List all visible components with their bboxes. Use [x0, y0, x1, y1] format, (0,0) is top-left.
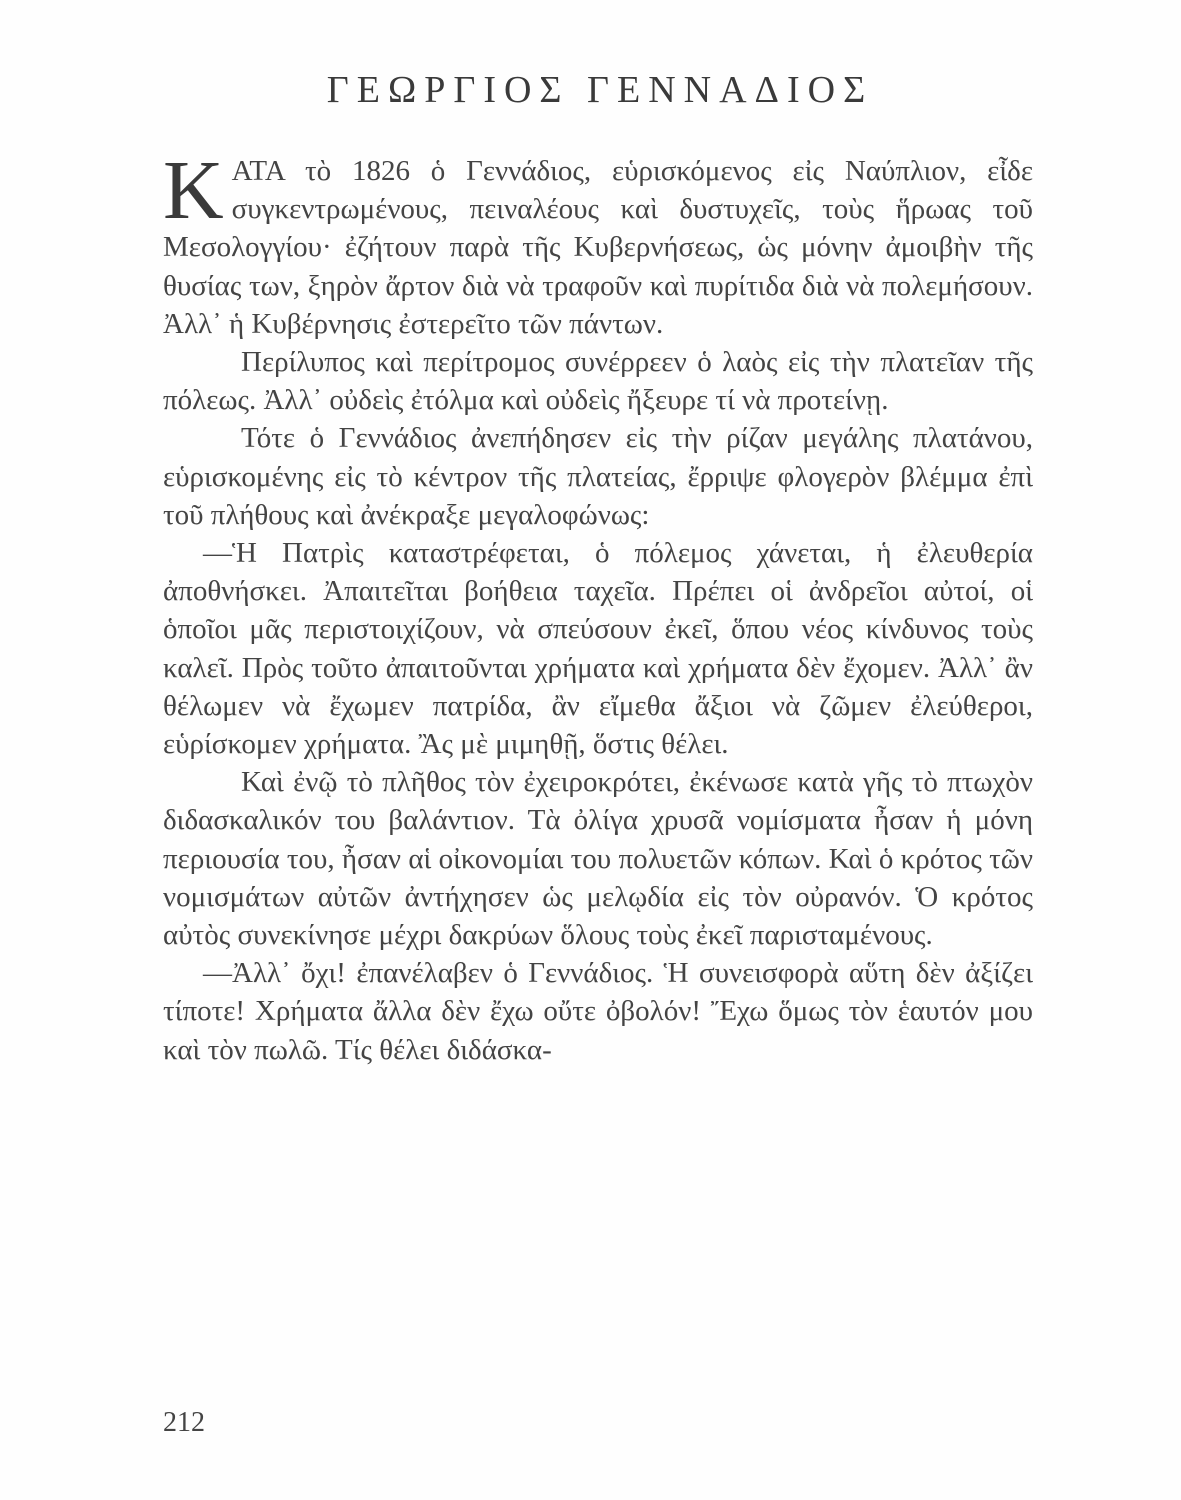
- paragraph-1-text: ΑΤΑ τὸ 1826 ὁ Γεννάδιος, εὑρισκόμενος εἰς Ναύπλιον, εἶδε συγκεντρωμένους, πειναλέους καὶ δυστυχεῖς, τοὺς ἥρωας τοῦ Μεσολογγίου· ἐζήτουν παρὰ τῆς Κυβερνήσεως, ὡς μόνην ἀμοιβὴν τῆς θυσίας των, ξηρὸν ἄρτον διὰ νὰ τραφοῦν καὶ πυρίτιδα διὰ νὰ πολεμήσουν. Ἀλλ᾽ ἡ Κυβέρνησις ἐστερεῖτο τῶν πάντων.: [163, 155, 1033, 340]
- page-number: 212: [163, 1407, 205, 1438]
- paragraph-6: —Ἀλλ᾽ ὄχι! ἐπανέλαβεν ὁ Γεννάδιος. Ἡ συνεισφορὰ αὕτη δὲν ἀξίζει τίποτε! Χρήματα ἄλλα δὲν ἔχω οὔτε ὀβολόν! Ἔχω ὅμως τὸν ἑαυτόν μου καὶ τὸν πωλῶ. Τίς θέλει διδάσκα-: [163, 957, 1033, 1066]
- paragraph-1: [163, 144, 1033, 343]
- paragraph-2: Περίλυπος καὶ περίτρομος συνέρρεεν ὁ λαὸς εἰς τὴν πλατεῖαν τῆς πόλεως. Ἀλλ᾽ οὐδεὶς ἐτόλμα καὶ οὐδεὶς ἤξευρε τί νὰ προτείνῃ.: [163, 346, 1033, 417]
- paragraph-4: —Ἡ Πατρὶς καταστρέφεται, ὁ πόλεμος χάνεται, ἡ ἐλευθερία ἀποθνήσκει. Ἀπαιτεῖται βοήθεια ταχεῖα. Πρέπει οἱ ἀνδρεῖοι αὐτοί, οἱ ὁποῖοι μᾶς περιστοιχίζουν, νὰ σπεύσουν ἐκεῖ, ὅπου νέος κίνδυνος τοὺς καλεῖ. Πρὸς τοῦτο ἀπαιτοῦνται χρήματα καὶ χρήματα δὲν ἔχομεν. Ἀλλ᾽ ἂν θέλωμεν νὰ ἔχωμεν πατρίδα, ἂν εἴμεθα ἄξιοι νὰ ζῶμεν ἐλεύθεροι, εὑρίσκομεν χρήματα. Ἂς μὲ μιμηθῇ, ὅστις θέλει.: [163, 537, 1033, 761]
- paragraph-5: Καὶ ἐνῷ τὸ πλῆθος τὸν ἐχειροκρότει, ἐκένωσε κατὰ γῆς τὸ πτωχὸν διδασκαλικόν του βαλάντιον. Τὰ ὀλίγα χρυσᾶ νομίσματα ἦσαν ἡ μόνη περιουσία του, ἦσαν αἱ οἰκονομίαι του πολυετῶν κόπων. Καὶ ὁ κρότος τῶν νομισμάτων αὐτῶν ἀντήχησεν ὡς μελῳδία εἰς τὸν οὐρανόν. Ὁ κρότος αὐτὸς συνεκίνησε μέχρι δακρύων ὅλους τοὺς ἐκεῖ παρισταμένους.: [163, 766, 1033, 952]
- drop-cap: Κ: [163, 144, 224, 237]
- page-title: ΓΕΩΡΓΙΟΣ ΓΕΝΝΑΔΙΟΣ: [326, 69, 874, 111]
- body-text: [163, 144, 1033, 1069]
- paragraph-3: Τότε ὁ Γεννάδιος ἀνεπήδησεν εἰς τὴν ρίζαν μεγάλης πλατάνου, εὑρισκομένης εἰς τὸ κέντρον τῆς πλατείας, ἔρριψε φλογερὸν βλέμμα ἐπὶ τοῦ πλήθους καὶ ἀνέκραξε μεγαλοφώνως:: [163, 422, 1033, 531]
